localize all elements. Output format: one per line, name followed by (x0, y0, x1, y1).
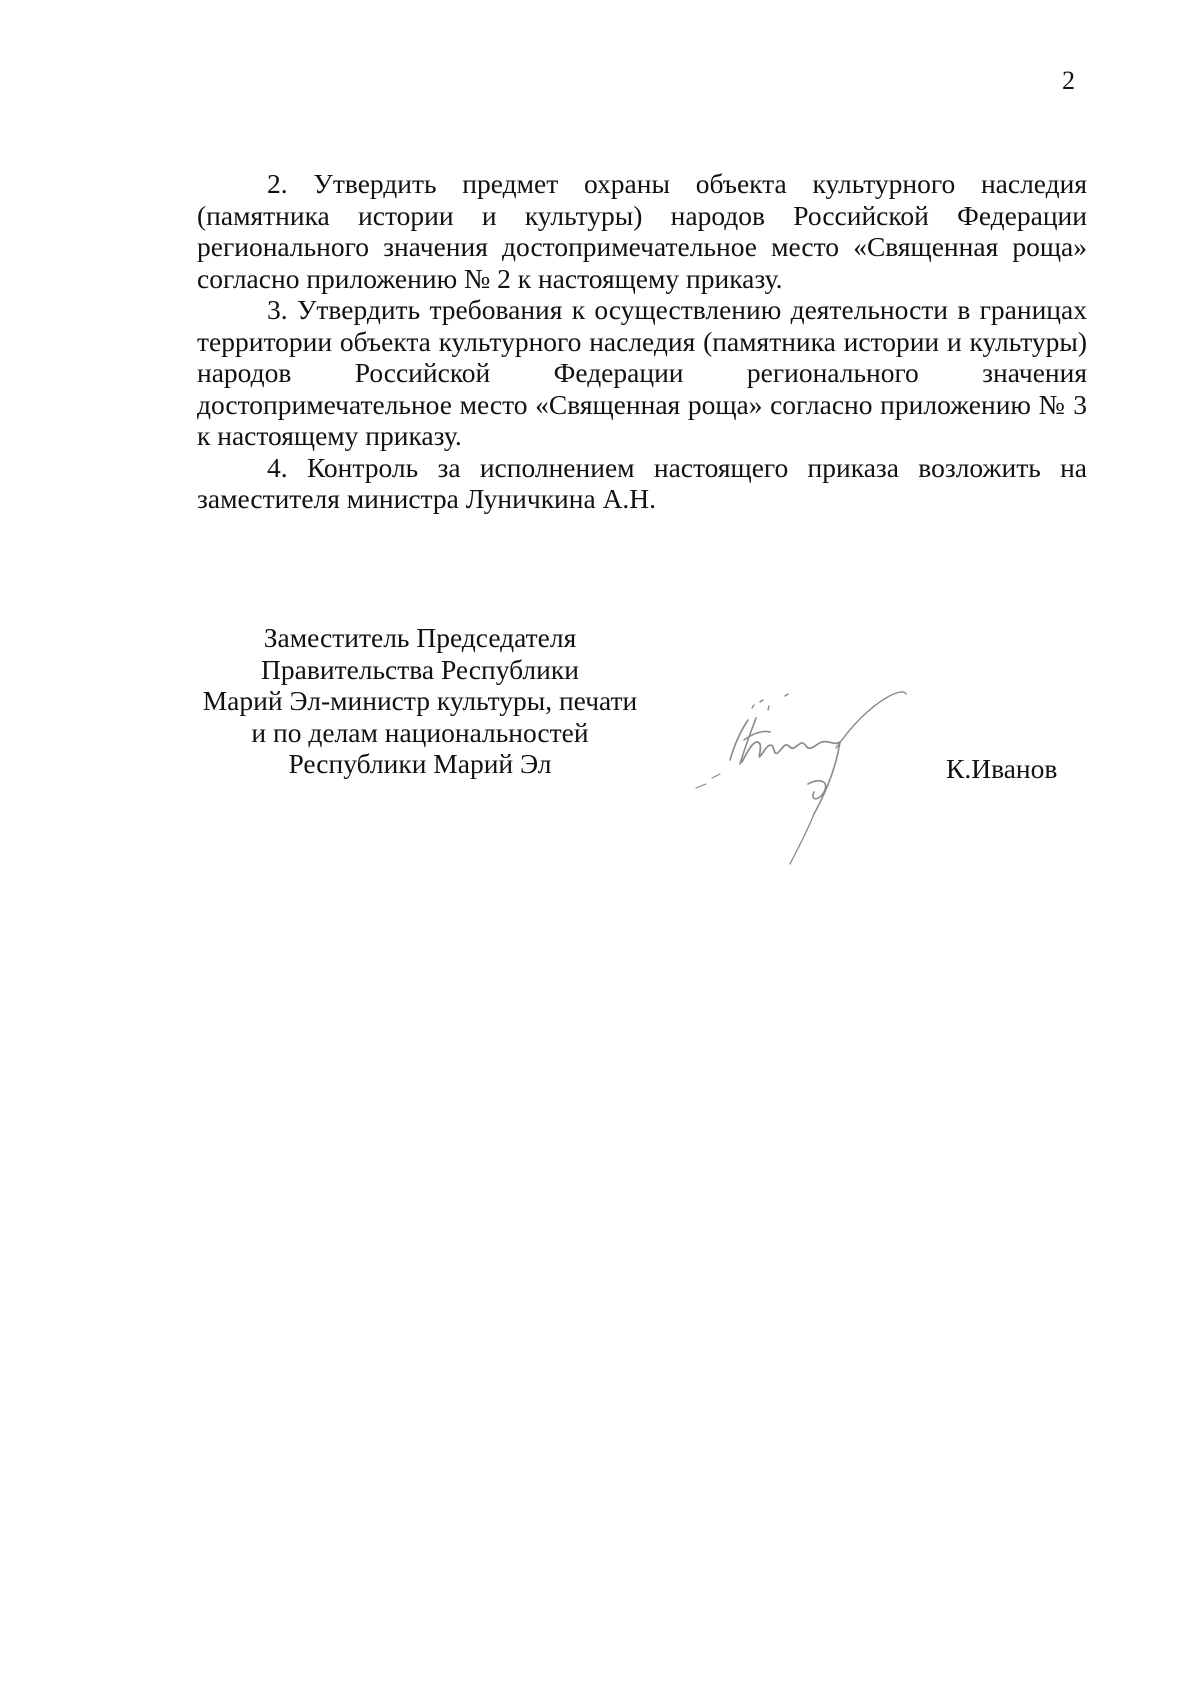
signer-name: К.Иванов (946, 753, 1058, 784)
signature-stroke (696, 774, 720, 788)
handwritten-signature (690, 688, 960, 873)
signatory-title-line: Заместитель Председателя (263, 622, 577, 653)
signatory-title-block (195, 622, 645, 780)
signature-stroke (836, 692, 906, 748)
signatory-title-line: Правительства Республики (261, 653, 579, 685)
paragraph-item-2: 2. Утвердить предмет охраны объекта культурного наследия (памятника истории и культуры) народов Российской Федерации регионального значения достопримечательное место «Священная роща» согласно приложению № 2 к настоящему приказу. (197, 168, 1087, 294)
signatory-title-line: и по делам национальностей (251, 716, 589, 748)
document-body (197, 168, 1087, 515)
signatory-title-line: Республики Марий Эл (288, 748, 552, 779)
signature-stroke (752, 694, 788, 710)
signature-stroke (790, 814, 814, 864)
paragraph-item-3: 3. Утвердить требования к осуществлению деятельности в границах территории объекта культурного наследия (памятника истории и культуры) народов Российской Федерации регионального значения достопримечательное место «Священная роща» согласно приложению № 3 к настоящему приказу. (197, 294, 1087, 451)
signature-stroke (730, 718, 770, 764)
paragraph-item-4: 4. Контроль за исполнением настоящего приказа возложить на заместителя министра Луничкина А.Н. (197, 451, 1087, 514)
page-number: 2 (1062, 66, 1075, 95)
signature-stroke (808, 742, 840, 814)
signature-stroke (742, 742, 840, 762)
signatory-title-line: Марий Эл-министр культуры, печати (202, 685, 638, 716)
